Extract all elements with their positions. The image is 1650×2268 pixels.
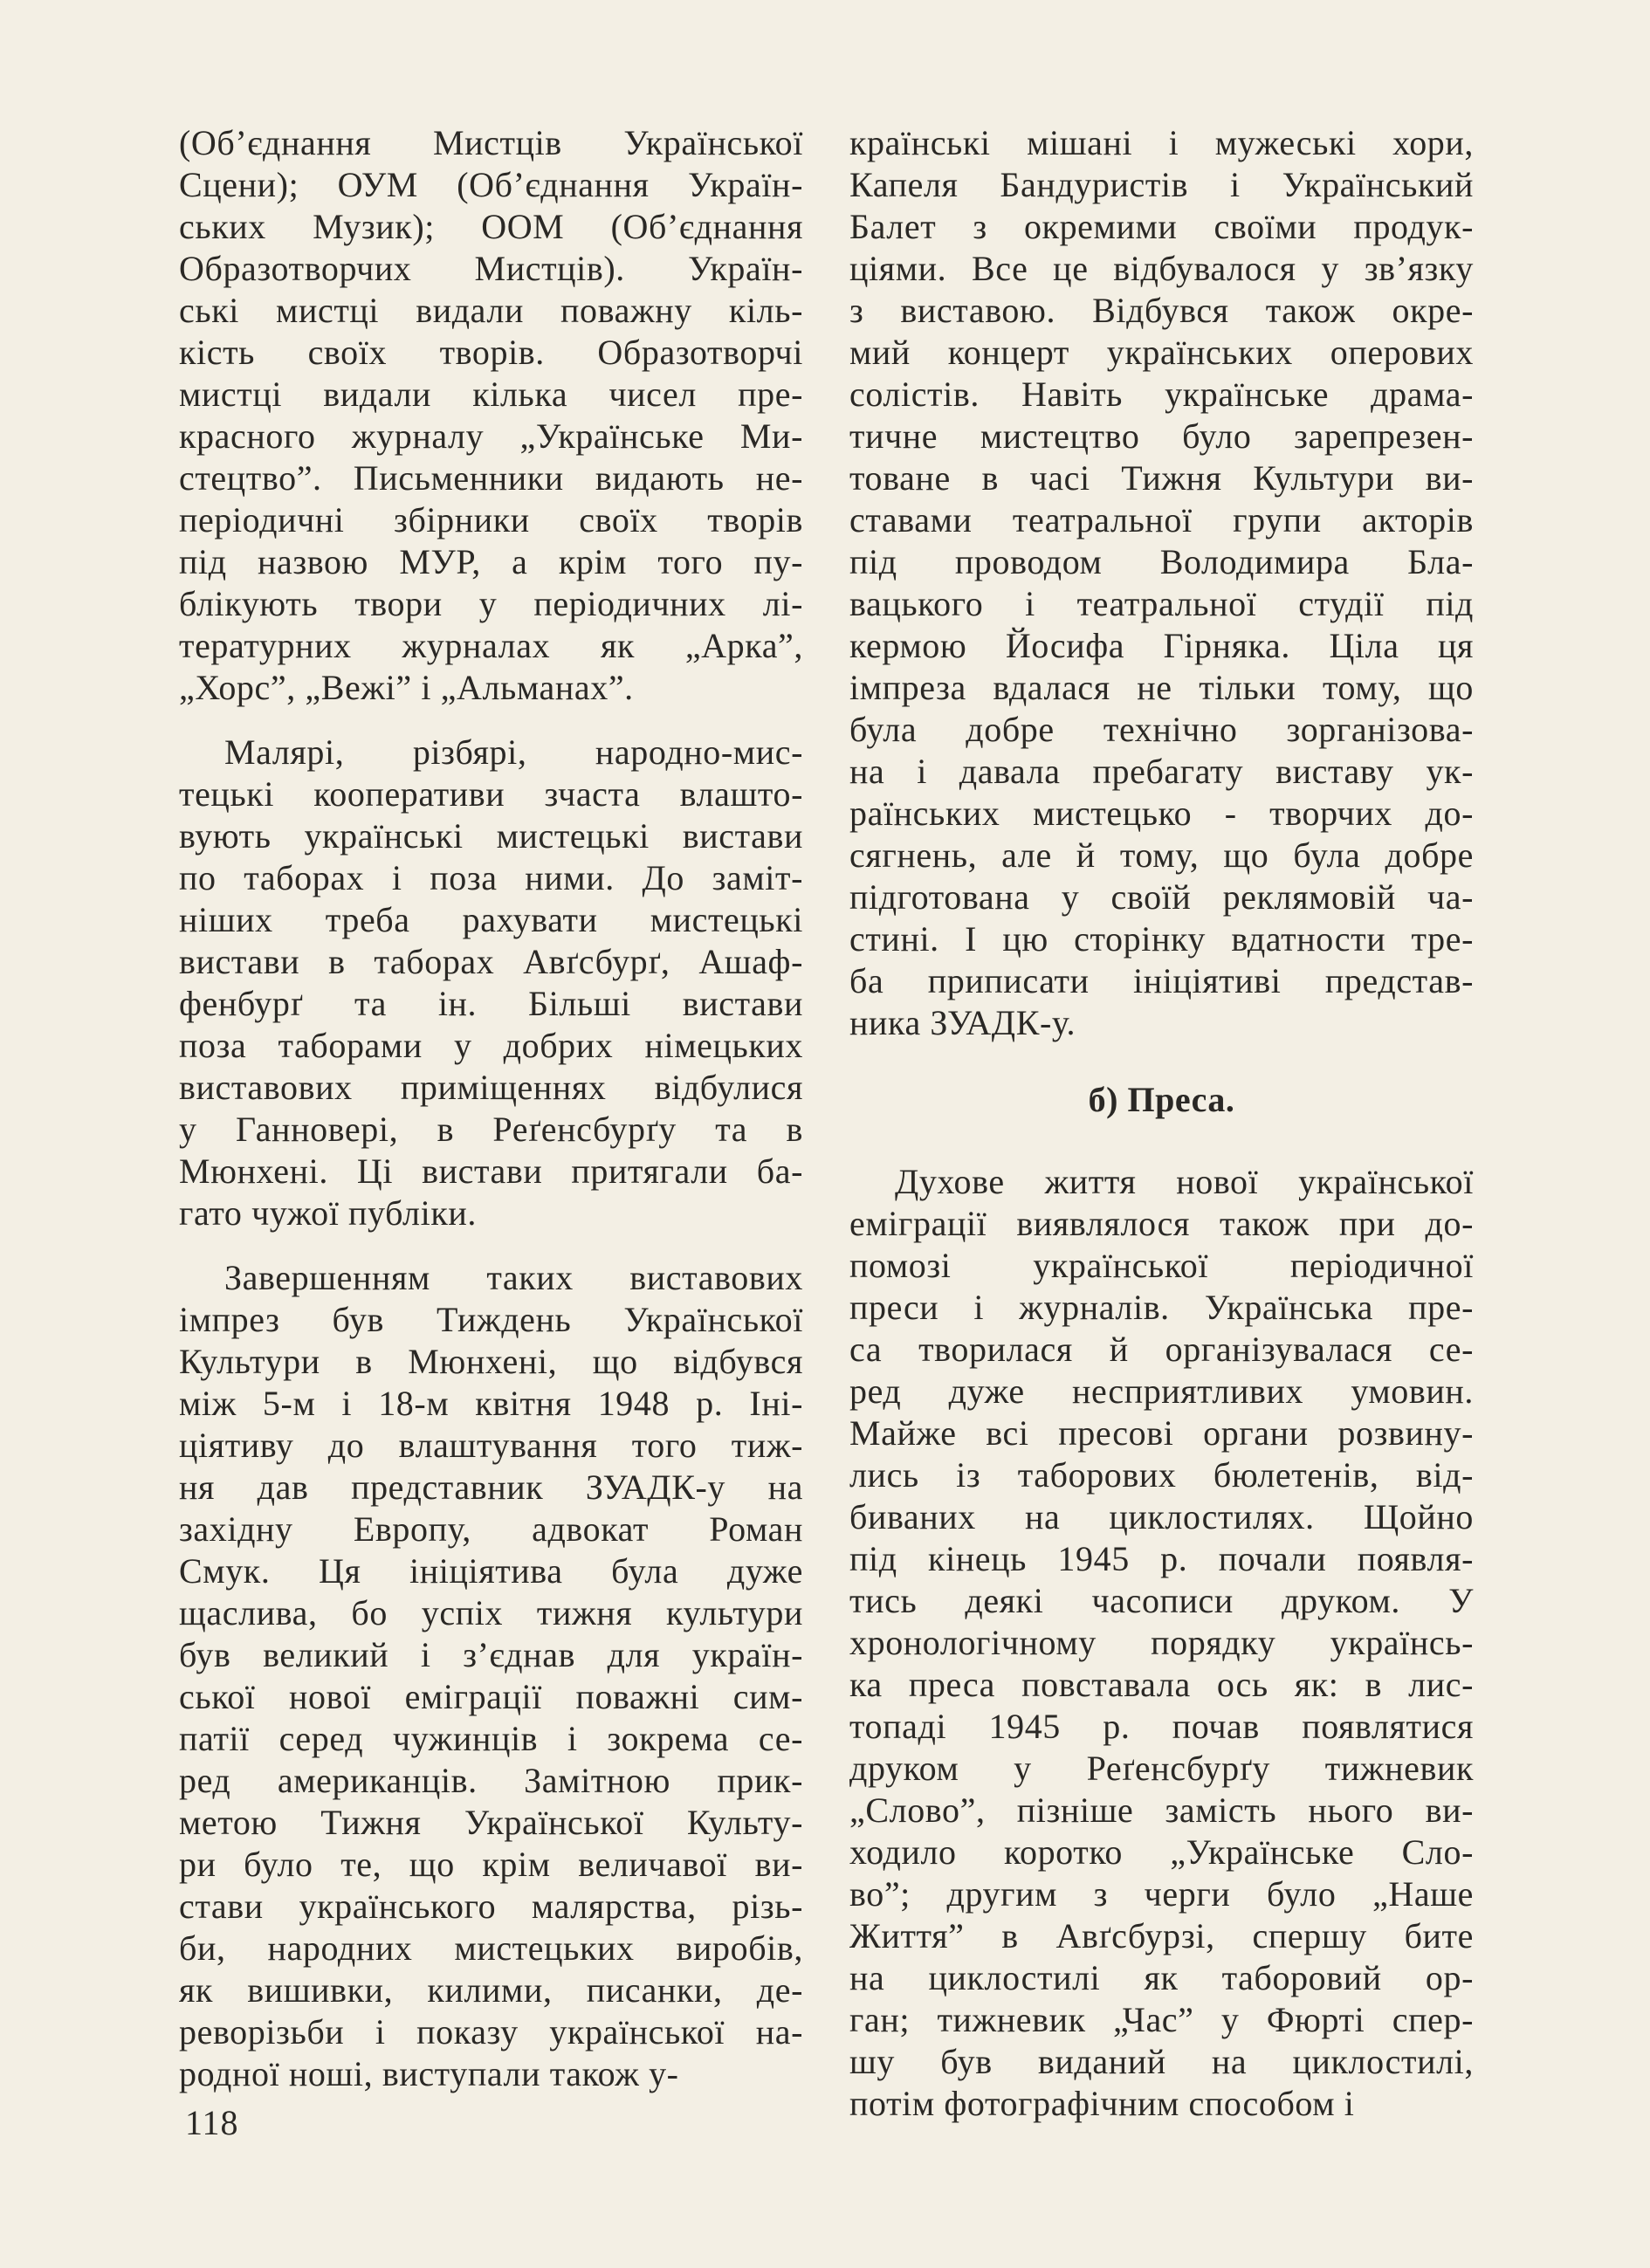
text-line: вують українські мистецькі вистави: [179, 816, 803, 856]
text-line: як вишивки, килими, писанки, де-: [179, 1970, 803, 2010]
paragraph: [179, 1257, 803, 2095]
text-line: помозі української періодичної: [849, 1246, 1474, 1285]
text-line: солістів. Навіть українське драма-: [849, 375, 1474, 414]
text-line: (Об’єднання Мистців Української: [179, 123, 803, 162]
text-line: „Слово”, пізніше замість нього ви-: [849, 1790, 1474, 1830]
text-line: західну Европу, адвокат Роман: [179, 1509, 803, 1549]
text-line: ської нової еміграції поважні сим-: [179, 1677, 803, 1716]
text-line: на і давала пребагату виставу ук-: [849, 752, 1474, 791]
text-line: періодичні збірники своїх творів: [179, 500, 803, 540]
text-line: під проводом Володимира Бла-: [849, 542, 1474, 581]
text-line: тературних журналах як „Арка”,: [179, 626, 803, 665]
text-line: мистці видали кілька чисел пре-: [179, 375, 803, 414]
text-line: під назвою МУР, а крім того пу-: [179, 542, 803, 581]
text-line: друком у Реґенсбурґу тижневик: [849, 1749, 1474, 1788]
text-line: би, народних мистецьких виробів,: [179, 1928, 803, 1968]
text-line: еміграції виявлялося також при до-: [849, 1204, 1474, 1243]
text-line: Балет з окремими своїми продук-: [849, 207, 1474, 246]
text-line: під кінець 1945 р. почали появля-: [849, 1539, 1474, 1578]
text-line: поза таборами у добрих німецьких: [179, 1026, 803, 1065]
text-line: тись деякі часописи друком. У: [849, 1581, 1474, 1620]
text-line: шу був виданий на циклостилі,: [849, 2042, 1474, 2081]
text-line: лись із таборових бюлетенів, від-: [849, 1455, 1474, 1495]
text-line: хронологічному порядку українсь-: [849, 1623, 1474, 1662]
text-line: був великий і з’єднав для україн-: [179, 1635, 803, 1674]
text-line: стави українського малярства, різь-: [179, 1887, 803, 1926]
text-line: на циклостилі як таборовий ор-: [849, 1958, 1474, 1997]
text-line: ри було те, що крім величавої ви-: [179, 1845, 803, 1884]
text-line: ціятиву до влаштування того тиж-: [179, 1426, 803, 1465]
text-line: „Хорс”, „Вежі” і „Альманах”.: [179, 668, 634, 707]
text-line: во”; другим з черги було „Наше: [849, 1874, 1474, 1914]
text-line: потім фотографічним способом і: [849, 2084, 1355, 2123]
text-line: кермою Йосифа Гірняка. Ціла ця: [849, 626, 1474, 665]
text-line: блікують твори у періодичних лі-: [179, 584, 803, 623]
text-line: ціями. Все це відбувалося у зв’язку: [849, 249, 1474, 288]
text-line: ставами театральної групи акторів: [849, 500, 1474, 540]
text-line: ня дав представник ЗУАДК-у на: [179, 1467, 803, 1507]
section-heading-press: б) Преса.: [1088, 1080, 1235, 1119]
text-line: тичне мистецтво було зарепрезен-: [849, 416, 1474, 456]
paragraph: [179, 122, 803, 709]
text-line: ба приписати ініціятиві представ-: [849, 961, 1474, 1000]
text-line: биваних на циклостилях. Щойно: [849, 1497, 1474, 1536]
text-line: щаслива, бо успіх тижня культури: [179, 1593, 803, 1632]
text-line: са творилася й організувалася се-: [849, 1330, 1474, 1369]
paragraph-gap: [179, 709, 803, 732]
text-line: фенбурґ та ін. Більші вистави: [179, 984, 803, 1023]
text-line: Життя” в Авґсбурзі, спершу бите: [849, 1916, 1474, 1955]
text-line: ські мистці видали поважну кіль-: [179, 291, 803, 330]
text-line: кість своїх творів. Образотворчі: [179, 333, 803, 372]
right-text-column: [849, 122, 1474, 2125]
text-line: реворізьби і показу української на-: [179, 2012, 803, 2052]
text-line: ред американців. Замітною прик-: [179, 1761, 803, 1800]
text-line: Культури в Мюнхені, що відбувся: [179, 1342, 803, 1381]
text-line: преси і журналів. Українська пре-: [849, 1288, 1474, 1327]
text-line: з виставою. Відбувся також окре-: [849, 291, 1474, 330]
text-line: імпрез був Тиждень Української: [179, 1300, 803, 1339]
text-line: стецтво”. Письменники видають не-: [179, 458, 803, 498]
text-line: стині. І цю сторінку вдатности тре-: [849, 919, 1474, 959]
left-text-column: [179, 122, 803, 2095]
text-line: вистави в таборах Авґсбурґ, Ашаф-: [179, 942, 803, 981]
text-line: гато чужої публіки.: [179, 1193, 477, 1233]
text-line: Образотворчих Мистців). Україн-: [179, 249, 803, 288]
text-line: була добре технічно зорганізова-: [849, 710, 1474, 749]
text-line: сягнень, але й тому, що була добре: [849, 835, 1474, 875]
text-line: ка преса повставала ось як: в лис-: [849, 1665, 1474, 1704]
paragraph: [849, 1161, 1474, 2125]
text-line: підготована у своїй реклямовій ча-: [849, 877, 1474, 917]
text-line: Мюнхені. Ці вистави притягали ба-: [179, 1151, 803, 1191]
text-line: Завершенням таких виставових: [224, 1258, 803, 1297]
text-line: родної ноші, виступали також у-: [179, 2054, 679, 2093]
text-line: мий концерт українських оперових: [849, 333, 1474, 372]
text-line: тецькі кооперативи зчаста влашто-: [179, 774, 803, 814]
text-line: патії серед чужинців і зокрема се-: [179, 1719, 803, 1758]
paragraph-gap: [179, 1234, 803, 1257]
text-line: ських Музик); ООМ (Об’єднання: [179, 207, 803, 246]
text-line: Духове життя нової української: [895, 1162, 1474, 1201]
text-line: раїнських мистецько - творчих до-: [849, 794, 1474, 833]
text-line: імпреза вдалася не тільки тому, що: [849, 668, 1474, 707]
right-column-press-text: [849, 1161, 1474, 2125]
paragraph: [179, 732, 803, 1234]
text-line: Майже всі пресові органи розвину-: [849, 1413, 1474, 1453]
text-line: ходило коротко „Українське Сло-: [849, 1832, 1474, 1872]
text-line: ган; тижневик „Час” у Фюрті спер-: [849, 2000, 1474, 2039]
text-line: виставових приміщеннях відбулися: [179, 1068, 803, 1107]
page-number: 118: [185, 2103, 239, 2142]
text-line: у Ганновері, в Реґенсбурґу та в: [179, 1110, 803, 1149]
text-line: ніших треба рахувати мистецькі: [179, 900, 803, 939]
text-line: Малярі, різбярі, народно-мис-: [224, 732, 803, 772]
text-line: Сцени); ОУМ (Об’єднання Україн-: [179, 165, 803, 204]
text-line: ред дуже несприятливих умовин.: [849, 1371, 1474, 1411]
paragraph: [849, 122, 1474, 1044]
text-line: по таборах і поза ними. До замiт-: [179, 858, 803, 897]
text-line: Смук. Ця ініціятива була дуже: [179, 1551, 803, 1591]
text-line: вацького і театральної студії під: [849, 584, 1474, 623]
text-line: ника ЗУАДК-у.: [849, 1003, 1076, 1042]
text-line: країнські мішані і мужеські хори,: [849, 123, 1474, 162]
text-line: метою Тижня Української Культу-: [179, 1803, 803, 1842]
text-line: товане в часі Тижня Культури ви-: [849, 458, 1474, 498]
text-line: Капеля Бандуристів і Український: [849, 165, 1474, 204]
text-line: між 5-м і 18-м квітня 1948 р. Іні-: [179, 1384, 803, 1423]
text-line: красного журналу „Українське Ми-: [179, 416, 803, 456]
text-line: топаді 1945 р. почав появлятися: [849, 1707, 1474, 1746]
right-column-top-text: [849, 122, 1474, 1044]
